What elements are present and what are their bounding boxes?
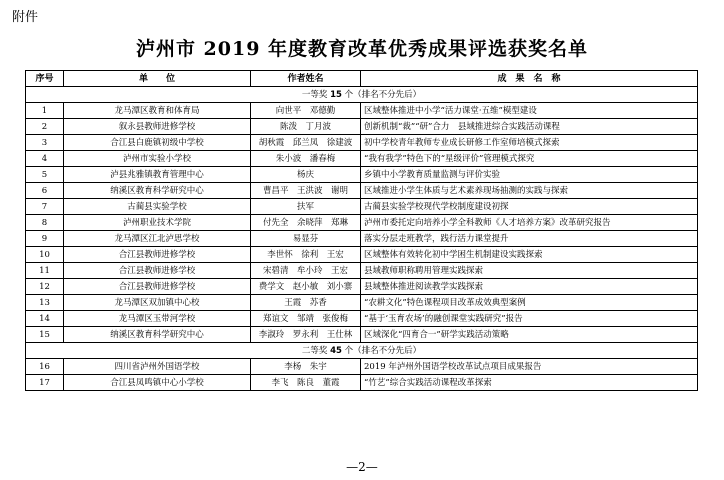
cell-authors: 朱小波 潘春梅 [251,151,361,167]
cell-authors: 李飞 陈良 董霞 [251,375,361,391]
cell-seq: 6 [26,183,64,199]
header-result: 成 果 名 称 [361,71,698,87]
cell-result: 区域整体推进中小学“活力课堂·五维”模型建设 [361,103,698,119]
cell-unit: 合江县教师进修学校 [64,263,251,279]
cell-seq: 15 [26,327,64,343]
award-level-suffix: 个（排名不分先后） [341,345,422,356]
cell-authors: 宋碧清 牟小玲 王宏 [251,263,361,279]
cell-seq: 10 [26,247,64,263]
cell-seq: 7 [26,199,64,215]
table-row [26,263,698,279]
table-row [26,183,698,199]
cell-authors: 胡秋霞 邱兰凤 徐建波 [251,135,361,151]
table-body [26,87,698,391]
cell-unit: 纳溪区教育科学研究中心 [64,327,251,343]
cell-authors: 费学文 赵小敏 刘小寨 [251,279,361,295]
table-row [26,295,698,311]
cell-authors: 扶军 [251,199,361,215]
cell-unit: 泸州职业技术学院 [64,215,251,231]
cell-result: 县域整体推进阅读教学实践探索 [361,279,698,295]
cell-seq: 13 [26,295,64,311]
cell-unit: 叙永县教师进修学校 [64,119,251,135]
cell-unit: 合江县教师进修学校 [64,279,251,295]
table-row [26,327,698,343]
cell-authors: 陈泼 丁月波 [251,119,361,135]
cell-unit: 四川省泸州外国语学校 [64,359,251,375]
table-header-row [26,71,698,87]
cell-authors: 向世平 邓德勤 [251,103,361,119]
cell-seq: 8 [26,215,64,231]
cell-unit: 古蔺县实验学校 [64,199,251,215]
header-seq: 序号 [26,71,64,87]
award-count: 45 [330,345,342,356]
cell-authors: 杨庆 [251,167,361,183]
cell-unit: 泸县兆雅镇教育管理中心 [64,167,251,183]
table-row [26,151,698,167]
cell-seq: 11 [26,263,64,279]
cell-unit: 泸州市实验小学校 [64,151,251,167]
cell-unit: 合江县凤鸣镇中心小学校 [64,375,251,391]
attachment-label: 附件 [12,10,39,25]
cell-result: “竹艺”综合实践活动课程改革探索 [361,375,698,391]
cell-authors: 王霞 苏香 [251,295,361,311]
cell-result: 区域整体有效转化初中学困生机制建设实践探索 [361,247,698,263]
cell-seq: 2 [26,119,64,135]
cell-result: “农耕文化”特色课程项目改革成效典型案例 [361,295,698,311]
table-row [26,375,698,391]
group-header-row [26,87,698,103]
cell-seq: 3 [26,135,64,151]
cell-authors: 曹昌平 王洪波 谢明 [251,183,361,199]
award-count: 15 [330,89,342,100]
cell-authors: 付先全 余晓萍 郑琳 [251,215,361,231]
table-row [26,215,698,231]
cell-seq: 12 [26,279,64,295]
page-number: —2— [346,460,378,474]
header-authors: 作者姓名 [251,71,361,87]
cell-result: 泸州市委托定向培养小学全科教师《人才培养方案》改革研究报告 [361,215,698,231]
cell-result: 落实分层走班教学，践行活力课堂提升 [361,231,698,247]
cell-authors: 李淑玲 罗永利 王仕林 [251,327,361,343]
table-row [26,359,698,375]
table-row [26,247,698,263]
cell-authors: 易显芬 [251,231,361,247]
cell-unit: 纳溪区教育科学研究中心 [64,183,251,199]
cell-unit: 龙马潭区教育和体育局 [64,103,251,119]
cell-unit: 龙马潭区江北泸思学校 [64,231,251,247]
table-row [26,119,698,135]
cell-authors: 李杨 朱宇 [251,359,361,375]
award-level-label [26,343,698,359]
cell-authors: 李世怀 徐利 王宏 [251,247,361,263]
cell-seq: 9 [26,231,64,247]
cell-result: 初中学校青年教师专业成长研修工作室师培模式探索 [361,135,698,151]
table-row [26,199,698,215]
cell-result: 创新机制“裁”“研”合力 县域推进综合实践活动课程 [361,119,698,135]
cell-result: 县域教师职称聘用管理实践探索 [361,263,698,279]
table-row [26,279,698,295]
cell-result: 区域推进小学生体质与艺术素养现场抽测的实践与探索 [361,183,698,199]
cell-unit: 合江县白鹿镇初级中学校 [64,135,251,151]
cell-seq: 4 [26,151,64,167]
cell-unit: 合江县教师进修学校 [64,247,251,263]
cell-result: “基于‘玉育农场’的融创课堂实践研究”报告 [361,311,698,327]
cell-seq: 5 [26,167,64,183]
document-title: 泸州市 2019 年度教育改革优秀成果评选获奖名单 [135,38,589,60]
cell-seq: 17 [26,375,64,391]
table-row [26,231,698,247]
award-level-prefix: 二等奖 [301,345,331,356]
table-row [26,311,698,327]
cell-result: 乡镇中小学教育质量监测与评价实验 [361,167,698,183]
table-row [26,103,698,119]
award-level-prefix: 一等奖 [301,89,331,100]
cell-result: 区域深化“四育合一”研学实践活动策略 [361,327,698,343]
cell-result: 2019 年泸州外国语学校改革试点项目成果报告 [361,359,698,375]
award-level-suffix: 个（排名不分先后） [341,89,422,100]
cell-authors: 郑谊文 邹靖 张俊梅 [251,311,361,327]
table-row [26,135,698,151]
award-table [25,70,698,391]
header-unit: 单 位 [64,71,251,87]
cell-seq: 1 [26,103,64,119]
cell-result: 古蔺县实验学校现代学校制度建设初探 [361,199,698,215]
award-level-label [26,87,698,103]
table-row [26,167,698,183]
cell-unit: 龙马潭区双加镇中心校 [64,295,251,311]
cell-seq: 16 [26,359,64,375]
cell-result: “我有我学”特色下的“星级评价”管理模式探究 [361,151,698,167]
cell-seq: 14 [26,311,64,327]
cell-unit: 龙马潭区玉带河学校 [64,311,251,327]
group-header-row [26,343,698,359]
